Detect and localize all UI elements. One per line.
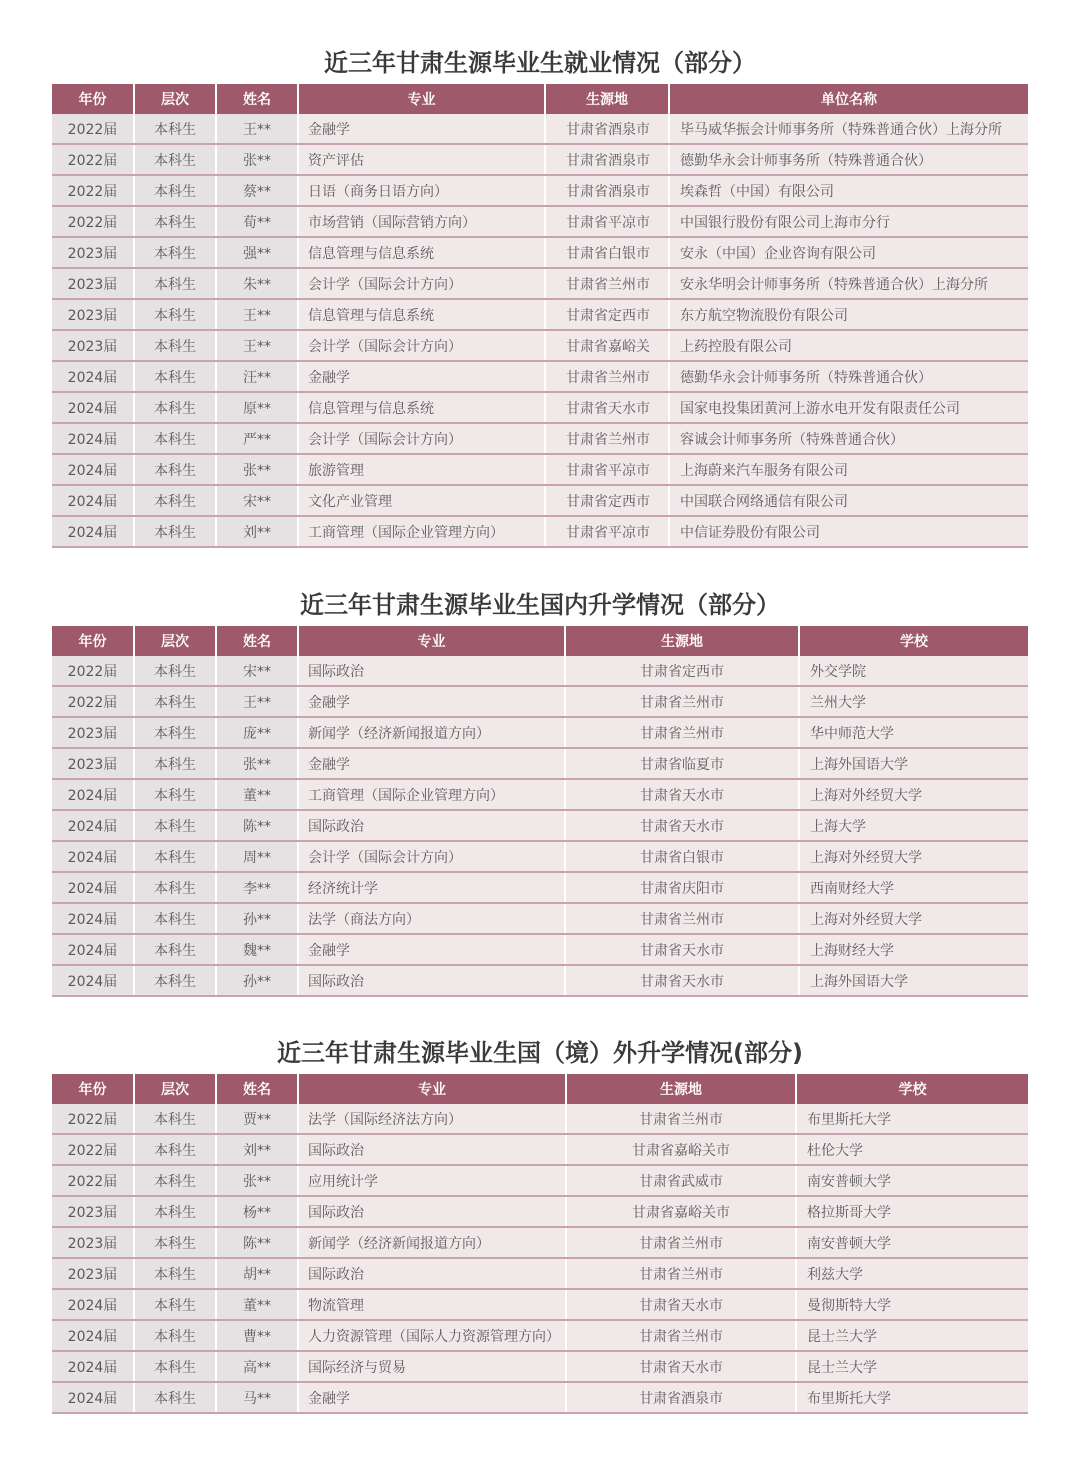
cell-major: 工商管理（国际企业管理方向） — [298, 516, 545, 547]
cell-level: 本科生 — [134, 872, 216, 903]
cell-origin: 甘肃省嘉峪关市 — [566, 1134, 796, 1165]
cell-year: 2024届 — [52, 779, 134, 810]
cell-year: 2023届 — [52, 299, 134, 330]
cell-year: 2022届 — [52, 144, 134, 175]
cell-name: 陈** — [216, 1227, 298, 1258]
cell-name: 孙** — [216, 965, 298, 996]
domestic-col-header-year: 年份 — [52, 626, 134, 656]
cell-org: 上海蔚来汽车服务有限公司 — [669, 454, 1028, 485]
table-row — [52, 268, 1028, 299]
cell-level: 本科生 — [134, 175, 216, 206]
cell-year: 2024届 — [52, 1320, 134, 1351]
table-row — [52, 1227, 1028, 1258]
cell-major: 法学（国际经济法方向） — [298, 1104, 566, 1134]
domestic-section — [52, 588, 1028, 997]
cell-year: 2023届 — [52, 1196, 134, 1227]
cell-level: 本科生 — [134, 779, 216, 810]
cell-major: 国际经济与贸易 — [298, 1351, 566, 1382]
cell-year: 2023届 — [52, 717, 134, 748]
table-row — [52, 656, 1028, 686]
cell-org: 曼彻斯特大学 — [796, 1289, 1028, 1320]
cell-name: 王** — [216, 330, 298, 361]
overseas-body — [52, 1104, 1028, 1413]
cell-major: 国际政治 — [298, 656, 565, 686]
employment-table — [52, 84, 1028, 548]
cell-year: 2022届 — [52, 175, 134, 206]
cell-origin: 甘肃省定西市 — [565, 656, 799, 686]
cell-name: 孙** — [216, 903, 298, 934]
cell-origin: 甘肃省白银市 — [545, 237, 669, 268]
cell-name: 董** — [216, 1289, 298, 1320]
cell-origin: 甘肃省平凉市 — [545, 516, 669, 547]
cell-name: 朱** — [216, 268, 298, 299]
cell-level: 本科生 — [134, 1227, 216, 1258]
cell-major: 金融学 — [298, 114, 545, 144]
domestic-table — [52, 626, 1028, 997]
cell-org: 国家电投集团黄河上游水电开发有限责任公司 — [669, 392, 1028, 423]
cell-major: 市场营销（国际营销方向） — [298, 206, 545, 237]
cell-year: 2023届 — [52, 330, 134, 361]
table-row — [52, 717, 1028, 748]
cell-major: 经济统计学 — [298, 872, 565, 903]
cell-level: 本科生 — [134, 903, 216, 934]
cell-origin: 甘肃省天水市 — [545, 392, 669, 423]
cell-org: 布里斯托大学 — [796, 1104, 1028, 1134]
cell-name: 陈** — [216, 810, 298, 841]
cell-level: 本科生 — [134, 717, 216, 748]
table-row — [52, 485, 1028, 516]
table-row — [52, 330, 1028, 361]
overseas-title: 近三年甘肃生源毕业生国（境）外升学情况(部分) — [277, 1039, 803, 1067]
cell-level: 本科生 — [134, 1382, 216, 1413]
table-row — [52, 361, 1028, 392]
table-row — [52, 423, 1028, 454]
cell-level: 本科生 — [134, 144, 216, 175]
cell-org: 南安普顿大学 — [796, 1227, 1028, 1258]
cell-name: 马** — [216, 1382, 298, 1413]
cell-org: 中信证券股份有限公司 — [669, 516, 1028, 547]
cell-major: 金融学 — [298, 934, 565, 965]
cell-year: 2024届 — [52, 872, 134, 903]
employment-col-header-year: 年份 — [52, 84, 134, 114]
cell-name: 严** — [216, 423, 298, 454]
cell-year: 2024届 — [52, 903, 134, 934]
cell-origin: 甘肃省平凉市 — [545, 206, 669, 237]
table-row — [52, 965, 1028, 996]
cell-org: 东方航空物流股份有限公司 — [669, 299, 1028, 330]
table-row — [52, 516, 1028, 547]
cell-org: 上海财经大学 — [799, 934, 1028, 965]
cell-name: 王** — [216, 114, 298, 144]
cell-name: 曹** — [216, 1320, 298, 1351]
cell-origin: 甘肃省兰州市 — [565, 717, 799, 748]
table-row — [52, 1196, 1028, 1227]
cell-org: 毕马威华振会计师事务所（特殊普通合伙）上海分所 — [669, 114, 1028, 144]
overseas-col-header-origin: 生源地 — [566, 1074, 796, 1104]
domestic-header-row — [52, 626, 1028, 656]
cell-year: 2022届 — [52, 686, 134, 717]
cell-origin: 甘肃省武威市 — [566, 1165, 796, 1196]
cell-origin: 甘肃省兰州市 — [545, 361, 669, 392]
overseas-col-header-org: 学校 — [796, 1074, 1028, 1104]
cell-level: 本科生 — [134, 237, 216, 268]
cell-origin: 甘肃省兰州市 — [566, 1320, 796, 1351]
cell-level: 本科生 — [134, 1196, 216, 1227]
table-row — [52, 1289, 1028, 1320]
cell-org: 上海外国语大学 — [799, 965, 1028, 996]
cell-org: 上海对外经贸大学 — [799, 779, 1028, 810]
cell-name: 贾** — [216, 1104, 298, 1134]
cell-origin: 甘肃省天水市 — [566, 1351, 796, 1382]
cell-year: 2023届 — [52, 268, 134, 299]
cell-origin: 甘肃省临夏市 — [565, 748, 799, 779]
cell-major: 信息管理与信息系统 — [298, 299, 545, 330]
cell-year: 2023届 — [52, 1227, 134, 1258]
domestic-col-header-name: 姓名 — [216, 626, 298, 656]
cell-level: 本科生 — [134, 748, 216, 779]
cell-name: 宋** — [216, 656, 298, 686]
cell-major: 金融学 — [298, 361, 545, 392]
domestic-col-header-major: 专业 — [298, 626, 565, 656]
domestic-body — [52, 656, 1028, 996]
cell-major: 国际政治 — [298, 1258, 566, 1289]
cell-org: 外交学院 — [799, 656, 1028, 686]
cell-name: 刘** — [216, 516, 298, 547]
cell-origin: 甘肃省庆阳市 — [565, 872, 799, 903]
domestic-title: 近三年甘肃生源毕业生国内升学情况（部分） — [300, 591, 780, 619]
cell-name: 原** — [216, 392, 298, 423]
cell-level: 本科生 — [134, 1134, 216, 1165]
cell-org: 上海对外经贸大学 — [799, 841, 1028, 872]
cell-major: 日语（商务日语方向） — [298, 175, 545, 206]
cell-level: 本科生 — [134, 114, 216, 144]
cell-name: 杨** — [216, 1196, 298, 1227]
cell-org: 中国联合网络通信有限公司 — [669, 485, 1028, 516]
overseas-col-header-year: 年份 — [52, 1074, 134, 1104]
cell-org: 上海外国语大学 — [799, 748, 1028, 779]
employment-col-header-major: 专业 — [298, 84, 545, 114]
cell-major: 人力资源管理（国际人力资源管理方向） — [298, 1320, 566, 1351]
cell-org: 南安普顿大学 — [796, 1165, 1028, 1196]
cell-year: 2024届 — [52, 1382, 134, 1413]
table-row — [52, 1258, 1028, 1289]
table-row — [52, 810, 1028, 841]
cell-org: 埃森哲（中国）有限公司 — [669, 175, 1028, 206]
cell-origin: 甘肃省酒泉市 — [566, 1382, 796, 1413]
cell-org: 布里斯托大学 — [796, 1382, 1028, 1413]
cell-name: 张** — [216, 454, 298, 485]
cell-major: 会计学（国际会计方向） — [298, 268, 545, 299]
cell-origin: 甘肃省兰州市 — [566, 1104, 796, 1134]
overseas-header-row — [52, 1074, 1028, 1104]
table-row — [52, 392, 1028, 423]
cell-org: 杜伦大学 — [796, 1134, 1028, 1165]
table-row — [52, 934, 1028, 965]
cell-org: 安永（中国）企业咨询有限公司 — [669, 237, 1028, 268]
cell-major: 金融学 — [298, 748, 565, 779]
cell-major: 物流管理 — [298, 1289, 566, 1320]
cell-major: 法学（商法方向） — [298, 903, 565, 934]
cell-origin: 甘肃省兰州市 — [545, 268, 669, 299]
cell-origin: 甘肃省兰州市 — [566, 1227, 796, 1258]
cell-org: 上海大学 — [799, 810, 1028, 841]
cell-year: 2022届 — [52, 1104, 134, 1134]
cell-name: 张** — [216, 1165, 298, 1196]
cell-year: 2024届 — [52, 423, 134, 454]
employment-section — [52, 46, 1028, 548]
cell-name: 董** — [216, 779, 298, 810]
cell-year: 2024届 — [52, 1289, 134, 1320]
table-row — [52, 1351, 1028, 1382]
cell-year: 2024届 — [52, 361, 134, 392]
cell-origin: 甘肃省嘉峪关 — [545, 330, 669, 361]
cell-origin: 甘肃省兰州市 — [565, 903, 799, 934]
cell-origin: 甘肃省天水市 — [566, 1289, 796, 1320]
table-row — [52, 686, 1028, 717]
cell-major: 应用统计学 — [298, 1165, 566, 1196]
employment-title: 近三年甘肃生源毕业生就业情况（部分） — [324, 49, 756, 77]
cell-org: 利兹大学 — [796, 1258, 1028, 1289]
cell-major: 会计学（国际会计方向） — [298, 841, 565, 872]
cell-year: 2022届 — [52, 1134, 134, 1165]
employment-col-header-level: 层次 — [134, 84, 216, 114]
table-row — [52, 175, 1028, 206]
cell-level: 本科生 — [134, 392, 216, 423]
cell-org: 昆士兰大学 — [796, 1320, 1028, 1351]
cell-year: 2023届 — [52, 1258, 134, 1289]
table-row — [52, 206, 1028, 237]
cell-name: 刘** — [216, 1134, 298, 1165]
table-row — [52, 872, 1028, 903]
cell-name: 庞** — [216, 717, 298, 748]
cell-level: 本科生 — [134, 1258, 216, 1289]
table-row — [52, 1382, 1028, 1413]
cell-origin: 甘肃省酒泉市 — [545, 114, 669, 144]
cell-level: 本科生 — [134, 330, 216, 361]
cell-org: 德勤华永会计师事务所（特殊普通合伙） — [669, 361, 1028, 392]
employment-col-header-org: 单位名称 — [669, 84, 1028, 114]
cell-year: 2022届 — [52, 206, 134, 237]
cell-org: 格拉斯哥大学 — [796, 1196, 1028, 1227]
cell-origin: 甘肃省天水市 — [565, 810, 799, 841]
cell-origin: 甘肃省天水市 — [565, 965, 799, 996]
cell-origin: 甘肃省天水市 — [565, 934, 799, 965]
cell-year: 2022届 — [52, 114, 134, 144]
cell-origin: 甘肃省酒泉市 — [545, 175, 669, 206]
cell-name: 魏** — [216, 934, 298, 965]
cell-org: 上药控股有限公司 — [669, 330, 1028, 361]
domestic-col-header-origin: 生源地 — [565, 626, 799, 656]
cell-year: 2024届 — [52, 485, 134, 516]
cell-name: 周** — [216, 841, 298, 872]
cell-org: 容诚会计师事务所（特殊普通合伙） — [669, 423, 1028, 454]
table-row — [52, 1320, 1028, 1351]
cell-name: 汪** — [216, 361, 298, 392]
cell-level: 本科生 — [134, 423, 216, 454]
cell-major: 资产评估 — [298, 144, 545, 175]
overseas-col-header-level: 层次 — [134, 1074, 216, 1104]
cell-origin: 甘肃省定西市 — [545, 485, 669, 516]
table-row — [52, 779, 1028, 810]
cell-org: 上海对外经贸大学 — [799, 903, 1028, 934]
cell-level: 本科生 — [134, 485, 216, 516]
table-row — [52, 114, 1028, 144]
cell-origin: 甘肃省酒泉市 — [545, 144, 669, 175]
cell-level: 本科生 — [134, 454, 216, 485]
domestic-col-header-org: 学校 — [799, 626, 1028, 656]
cell-major: 信息管理与信息系统 — [298, 237, 545, 268]
cell-name: 胡** — [216, 1258, 298, 1289]
cell-level: 本科生 — [134, 1351, 216, 1382]
cell-origin: 甘肃省兰州市 — [545, 423, 669, 454]
cell-year: 2024届 — [52, 841, 134, 872]
table-row — [52, 1104, 1028, 1134]
table-row — [52, 748, 1028, 779]
cell-major: 新闻学（经济新闻报道方向） — [298, 717, 565, 748]
cell-level: 本科生 — [134, 516, 216, 547]
cell-year: 2022届 — [52, 1165, 134, 1196]
cell-origin: 甘肃省兰州市 — [566, 1258, 796, 1289]
cell-origin: 甘肃省白银市 — [565, 841, 799, 872]
table-row — [52, 299, 1028, 330]
cell-level: 本科生 — [134, 810, 216, 841]
cell-level: 本科生 — [134, 934, 216, 965]
cell-level: 本科生 — [134, 1289, 216, 1320]
cell-origin: 甘肃省天水市 — [565, 779, 799, 810]
employment-body — [52, 114, 1028, 547]
employment-col-header-origin: 生源地 — [545, 84, 669, 114]
table-row — [52, 454, 1028, 485]
cell-major: 会计学（国际会计方向） — [298, 423, 545, 454]
cell-level: 本科生 — [134, 299, 216, 330]
cell-org: 兰州大学 — [799, 686, 1028, 717]
cell-level: 本科生 — [134, 268, 216, 299]
overseas-col-header-name: 姓名 — [216, 1074, 298, 1104]
cell-origin: 甘肃省兰州市 — [565, 686, 799, 717]
cell-major: 新闻学（经济新闻报道方向） — [298, 1227, 566, 1258]
cell-org: 德勤华永会计师事务所（特殊普通合伙） — [669, 144, 1028, 175]
cell-major: 国际政治 — [298, 1134, 566, 1165]
cell-year: 2024届 — [52, 516, 134, 547]
cell-name: 张** — [216, 144, 298, 175]
cell-name: 李** — [216, 872, 298, 903]
cell-org: 安永华明会计师事务所（特殊普通合伙）上海分所 — [669, 268, 1028, 299]
overseas-table — [52, 1074, 1028, 1414]
cell-name: 高** — [216, 1351, 298, 1382]
cell-major: 金融学 — [298, 1382, 566, 1413]
cell-name: 张** — [216, 748, 298, 779]
cell-year: 2024届 — [52, 965, 134, 996]
cell-major: 金融学 — [298, 686, 565, 717]
cell-major: 旅游管理 — [298, 454, 545, 485]
cell-major: 会计学（国际会计方向） — [298, 330, 545, 361]
cell-org: 华中师范大学 — [799, 717, 1028, 748]
cell-major: 工商管理（国际企业管理方向） — [298, 779, 565, 810]
cell-year: 2024届 — [52, 392, 134, 423]
cell-name: 王** — [216, 299, 298, 330]
cell-origin: 甘肃省平凉市 — [545, 454, 669, 485]
table-row — [52, 841, 1028, 872]
cell-year: 2022届 — [52, 656, 134, 686]
cell-level: 本科生 — [134, 965, 216, 996]
cell-name: 蔡** — [216, 175, 298, 206]
cell-year: 2024届 — [52, 810, 134, 841]
cell-year: 2024届 — [52, 454, 134, 485]
cell-year: 2023届 — [52, 237, 134, 268]
cell-org: 中国银行股份有限公司上海市分行 — [669, 206, 1028, 237]
cell-level: 本科生 — [134, 841, 216, 872]
cell-org: 西南财经大学 — [799, 872, 1028, 903]
cell-major: 文化产业管理 — [298, 485, 545, 516]
cell-name: 强** — [216, 237, 298, 268]
table-row — [52, 237, 1028, 268]
employment-col-header-name: 姓名 — [216, 84, 298, 114]
table-row — [52, 1165, 1028, 1196]
cell-major: 国际政治 — [298, 965, 565, 996]
overseas-col-header-major: 专业 — [298, 1074, 566, 1104]
cell-level: 本科生 — [134, 206, 216, 237]
cell-origin: 甘肃省嘉峪关市 — [566, 1196, 796, 1227]
cell-year: 2024届 — [52, 934, 134, 965]
cell-level: 本科生 — [134, 656, 216, 686]
cell-org: 昆士兰大学 — [796, 1351, 1028, 1382]
cell-level: 本科生 — [134, 1165, 216, 1196]
overseas-section — [52, 1036, 1028, 1414]
cell-level: 本科生 — [134, 686, 216, 717]
table-row — [52, 1134, 1028, 1165]
cell-level: 本科生 — [134, 361, 216, 392]
cell-origin: 甘肃省定西市 — [545, 299, 669, 330]
domestic-col-header-level: 层次 — [134, 626, 216, 656]
cell-level: 本科生 — [134, 1104, 216, 1134]
employment-header-row — [52, 84, 1028, 114]
cell-major: 国际政治 — [298, 810, 565, 841]
cell-year: 2023届 — [52, 748, 134, 779]
cell-name: 荀** — [216, 206, 298, 237]
table-row — [52, 144, 1028, 175]
cell-name: 宋** — [216, 485, 298, 516]
cell-level: 本科生 — [134, 1320, 216, 1351]
cell-major: 信息管理与信息系统 — [298, 392, 545, 423]
cell-name: 王** — [216, 686, 298, 717]
table-row — [52, 903, 1028, 934]
cell-major: 国际政治 — [298, 1196, 566, 1227]
cell-year: 2024届 — [52, 1351, 134, 1382]
